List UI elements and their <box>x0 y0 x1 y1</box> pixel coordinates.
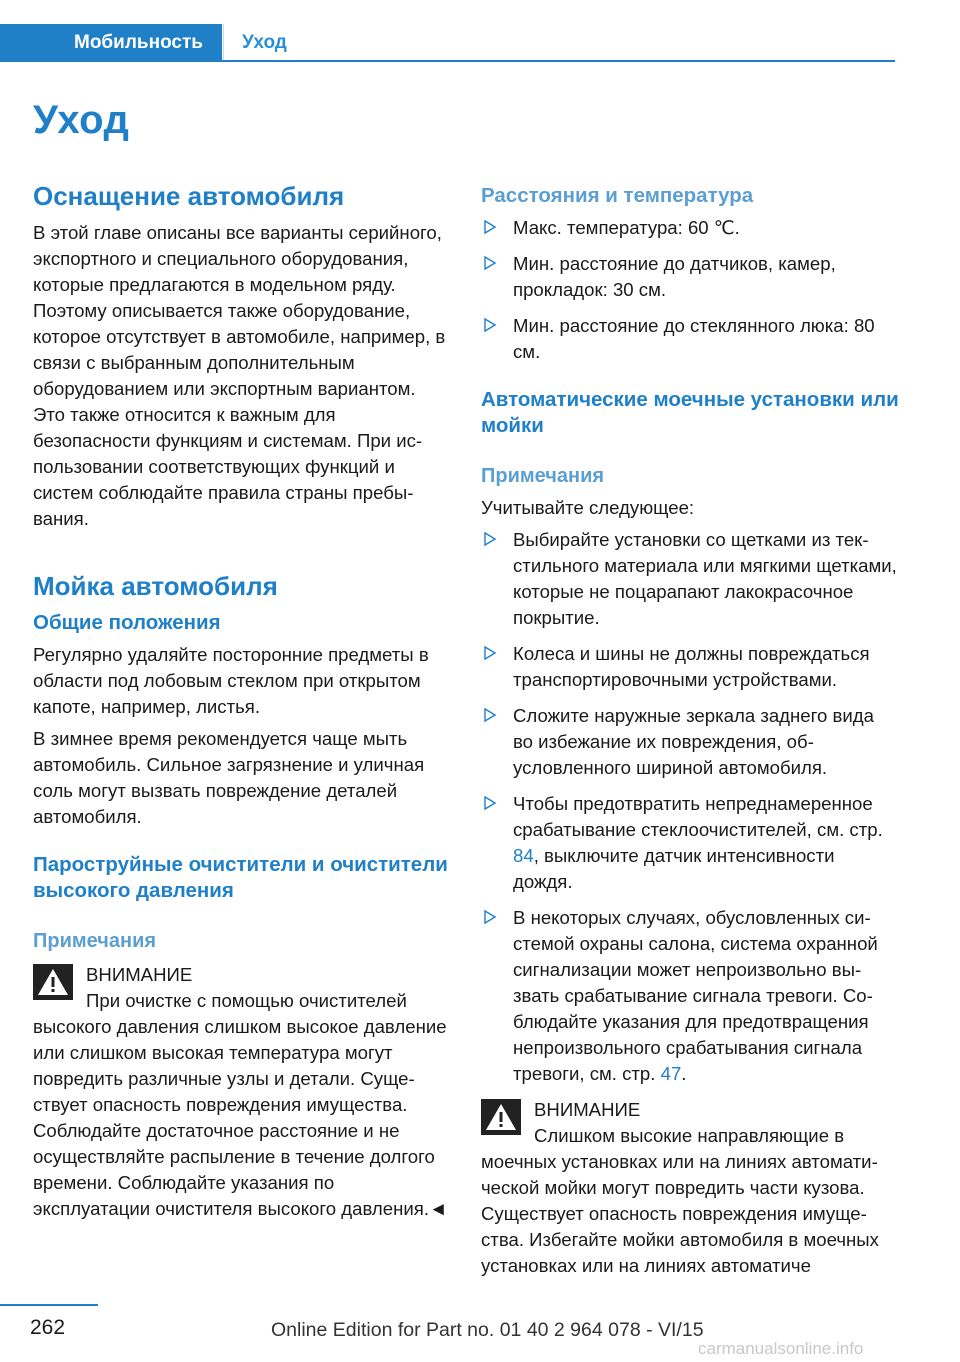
paragraph-equipment: В этой главе описаны все варианты серийного, экспортного и специального оборудования, которые предлагаются в модельном ряду. Поэтому описывается также оборудование, которое отсутствует в автомобиле, например, в связи с выбранным дополнительным оборудованием или экспортным вариантом. Это также относится к важным для безопасности функциям и системам. При использовании соответствующих функций и систем соблюдайте правила страны пребывания. <box>33 222 446 529</box>
list-item <box>481 313 899 365</box>
list-item-text: Макс. температура: 60 ℃. <box>513 217 740 238</box>
list-item-text: Чтобы предотвратить непреднамеренное срабатывание стеклоочистителей, см. стр. <box>513 793 883 840</box>
bullet-triangle-icon <box>483 907 497 927</box>
header-tabs <box>0 24 895 62</box>
warning-block-left <box>33 962 451 1222</box>
warning-text: моечных установках или на линиях автоматической мойки могут повредить части кузова. Существует опасность повреждения имущества. Избегайте мойки автомобиля в моечных установках или на линиях автоматиче <box>481 1151 879 1276</box>
bullet-triangle-icon <box>483 253 497 273</box>
list-item-text: Выбирайте установки со щетками из текстильного материала или мягкими щетками, которые не поцарапают лакокрасочное покрытие. <box>513 529 897 628</box>
heading-notes-right: Примечания <box>481 465 605 487</box>
page-title: Уход <box>33 98 130 142</box>
warning-icon <box>33 964 73 1000</box>
paragraph-general-1: Регулярно удаляйте посторонние предметы в области под лобовым стеклом при открытом капоте, например, листья. <box>33 644 429 717</box>
bullet-triangle-icon <box>483 643 497 663</box>
warning-first-line: Слишком высокие направляющие в <box>534 1125 845 1146</box>
page-number-rule <box>0 1304 98 1306</box>
warning-text: высокого давления слишком высокое давление или слишком высокая температура могут повредить различные узлы и детали. Существует опасность повреждения имущества. Соблюдайте достаточное расстояние и не осуществляйте распыление в течение долгого времени. Соблюдайте указания по эксплуатации очистителя высокого давления.◄ <box>33 1016 448 1219</box>
tab-mobility[interactable]: Мобильность <box>0 24 222 62</box>
heading-distances: Расстояния и температура <box>481 184 754 207</box>
warning-icon <box>481 1099 521 1135</box>
notes-list <box>481 527 899 1087</box>
page-number: 262 <box>30 1316 66 1339</box>
bullet-triangle-icon <box>483 793 497 813</box>
list-item-text: Колеса и шины не должны повреждаться транспортировочными устройствами. <box>513 643 870 690</box>
list-item-text: Мин. расстояние до датчиков, камер, прокладок: 30 см. <box>513 253 836 300</box>
list-item <box>481 703 899 781</box>
list-item-text: В некоторых случаях, обусловленных системой охраны салона, система охранной сигнализации может непроизвольно вызвать срабатывание сигнала тревоги. Соблюдайте указания для предотвращения непроизвольного срабатывания сигнала тревоги, см. стр. <box>513 907 878 1084</box>
tab-underline <box>222 60 895 62</box>
list-item-text: , выключите датчик интенсивности дождя. <box>513 845 835 892</box>
distance-list <box>481 215 899 365</box>
heading-notes-left: Примечания <box>33 930 157 952</box>
list-item <box>481 251 899 303</box>
watermark-site: carmanualsonline.info <box>698 1339 864 1358</box>
heading-car-wash: Мойка автомобиля <box>33 571 278 601</box>
paragraph-notes: Учитывайте следующее: <box>481 497 695 518</box>
tab-care[interactable]: Уход <box>242 32 287 53</box>
right-column <box>481 183 899 1279</box>
heading-general: Общие положения <box>33 611 221 634</box>
heading-steam-cleaners: Пароструйные очистители и очистители высокого давления <box>33 853 448 902</box>
list-item <box>481 791 899 895</box>
warning-title: ВНИМАНИЕ <box>534 1099 641 1120</box>
list-item <box>481 215 899 241</box>
paragraph-general-2: В зимнее время рекомендуется чаще мыть автомобиль. Сильное загрязнение и уличная соль могут вызвать повреждение деталей автомобиля. <box>33 728 425 827</box>
bullet-triangle-icon <box>483 217 497 237</box>
list-item-text: Сложите наружные зеркала заднего вида во избежание их повреждения, обусловленного шириной автомобиля. <box>513 705 874 778</box>
heading-automatic-wash: Автоматические моечные установки или мойки <box>481 388 899 437</box>
left-column <box>33 180 451 1222</box>
tab-separator <box>223 24 224 62</box>
heading-equipment: Оснащение автомобиля <box>33 181 345 211</box>
list-item <box>481 641 899 693</box>
list-item-text: Мин. расстояние до стеклянного люка: 80 см. <box>513 315 875 362</box>
edition-footer: Online Edition for Part no. 01 40 2 964 078 - VI/15 <box>271 1319 704 1341</box>
warning-first-line: При очистке с помощью очистителей <box>86 990 407 1011</box>
list-item <box>481 905 899 1087</box>
bullet-triangle-icon <box>483 705 497 725</box>
page-link-84[interactable]: 84 <box>513 845 534 866</box>
bullet-triangle-icon <box>483 315 497 335</box>
list-item-text: . <box>681 1063 687 1084</box>
warning-block-right <box>481 1097 899 1279</box>
warning-title: ВНИМАНИЕ <box>86 964 193 985</box>
list-item <box>481 527 899 631</box>
page-link-47[interactable]: 47 <box>660 1063 682 1084</box>
bullet-triangle-icon <box>483 529 497 549</box>
